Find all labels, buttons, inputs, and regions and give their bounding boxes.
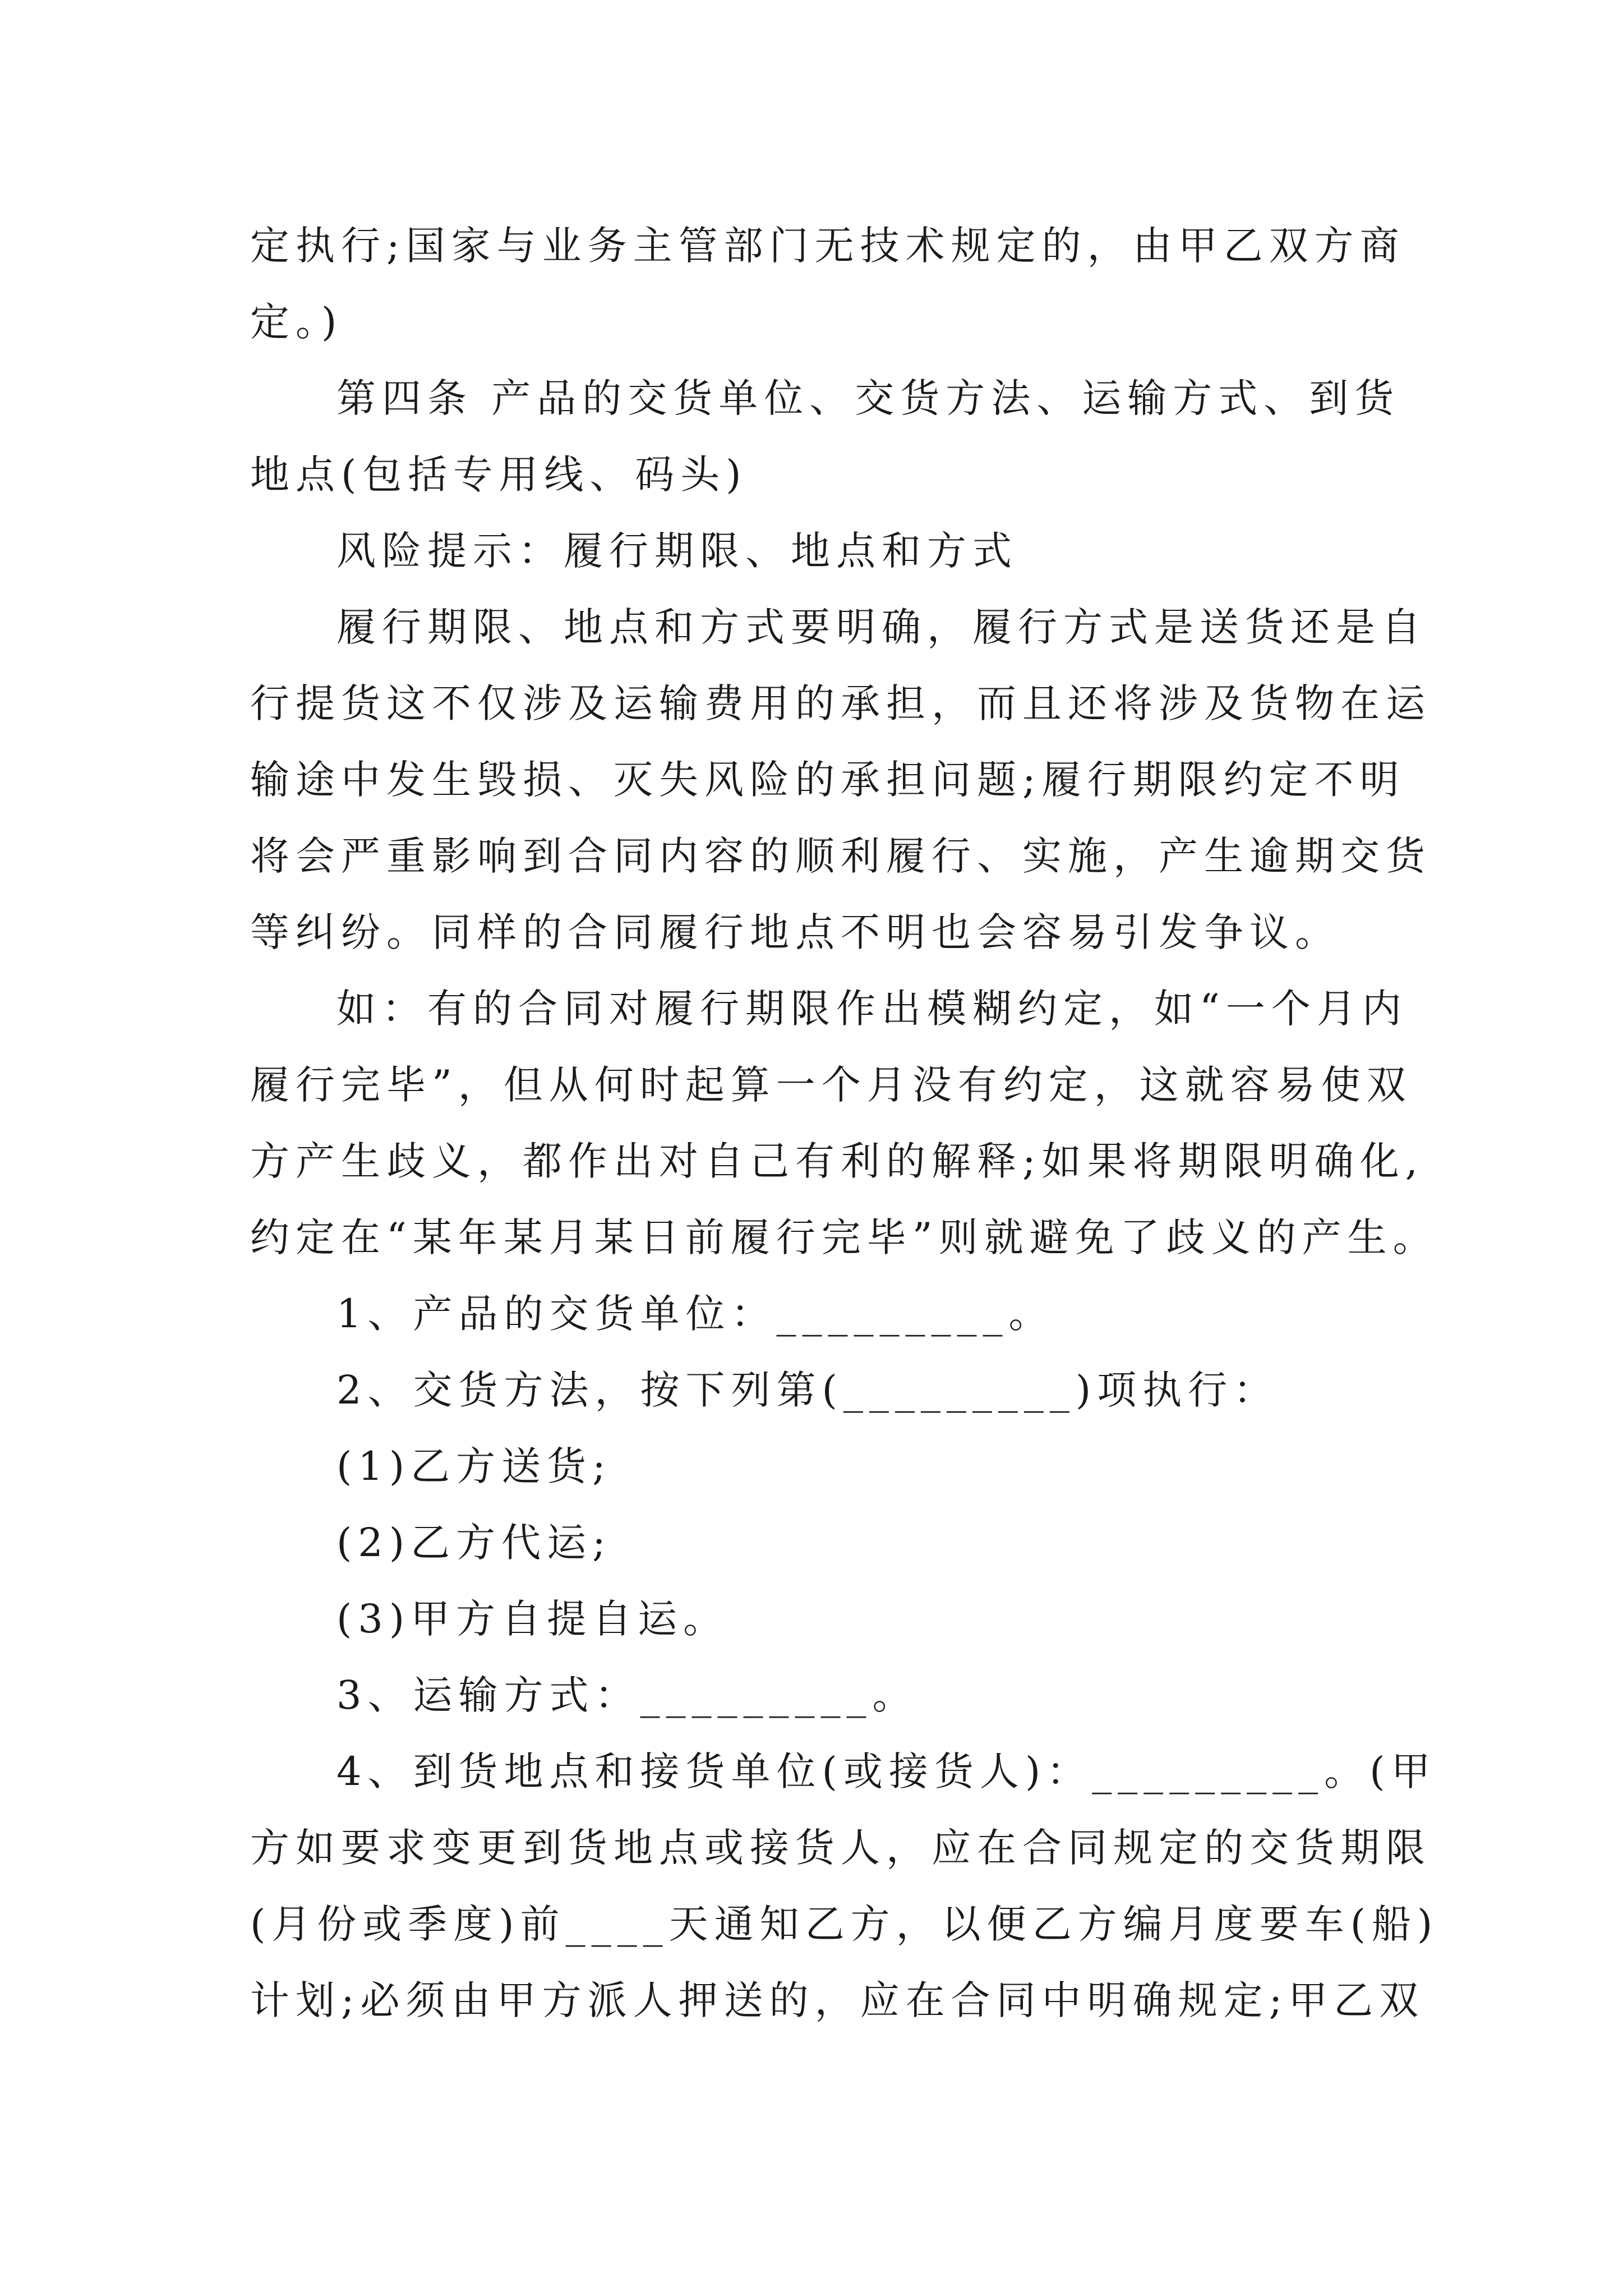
text-line: 方产生歧义，都作出对自己有利的解释;如果将期限明确化, <box>250 1138 1424 1184</box>
text-line: 计划;必须由甲方派人押送的，应在合同中明确规定;甲乙双 <box>250 1977 1425 2023</box>
text-line: 如：有的合同对履行期限作出模糊约定，如“一个月内 <box>336 986 1408 1032</box>
text-line: 约定在“某年某月某日前履行完毕”则就避免了歧义的产生。 <box>250 1214 1438 1260</box>
list-item: (2)乙方代运; <box>336 1520 612 1566</box>
list-item: 3、运输方式：_________。 <box>336 1672 918 1718</box>
list-item: 4、到货地点和接货单位(或接货人)：_________。(甲 <box>336 1749 1437 1795</box>
text-line: 定执行;国家与业务主管部门无技术规定的，由甲乙双方商 <box>250 223 1405 269</box>
list-item: (3)甲方自提自运。 <box>336 1596 729 1642</box>
list-item: (1)乙方送货; <box>336 1443 612 1489</box>
text-line: 等纠纷。同样的合同履行地点不明也会容易引发争议。 <box>250 909 1340 955</box>
text-line: 地点(包括专用线、码头) <box>250 452 748 498</box>
risk-tip-heading: 风险提示：履行期限、地点和方式 <box>336 528 1018 574</box>
text-line: (月份或季度)前____天通知乙方，以便乙方编月度要车(船) <box>250 1901 1439 1947</box>
text-line: 行提货这不仅涉及运输费用的承担，而且还将涉及货物在运 <box>250 680 1431 726</box>
text-line: 定。) <box>250 299 343 345</box>
text-line: 将会严重影响到合同内容的顺利履行、实施，产生逾期交货 <box>250 833 1431 879</box>
article-heading: 第四条 产品的交货单位、交货方法、运输方式、到货 <box>336 375 1400 421</box>
text-line: 履行期限、地点和方式要明确，履行方式是送货还是自 <box>336 604 1427 650</box>
list-item: 1、产品的交货单位：_________。 <box>336 1291 1054 1337</box>
text-line: 方如要求变更到货地点或接货人，应在合同规定的交货期限 <box>250 1825 1431 1871</box>
text-line: 输途中发生毁损、灭失风险的承担问题;履行期限约定不明 <box>250 757 1405 803</box>
list-item: 2、交货方法，按下列第(_________)项执行： <box>336 1367 1279 1413</box>
text-line: 履行完毕”，但从何时起算一个月没有约定，这就容易使双 <box>250 1062 1412 1108</box>
